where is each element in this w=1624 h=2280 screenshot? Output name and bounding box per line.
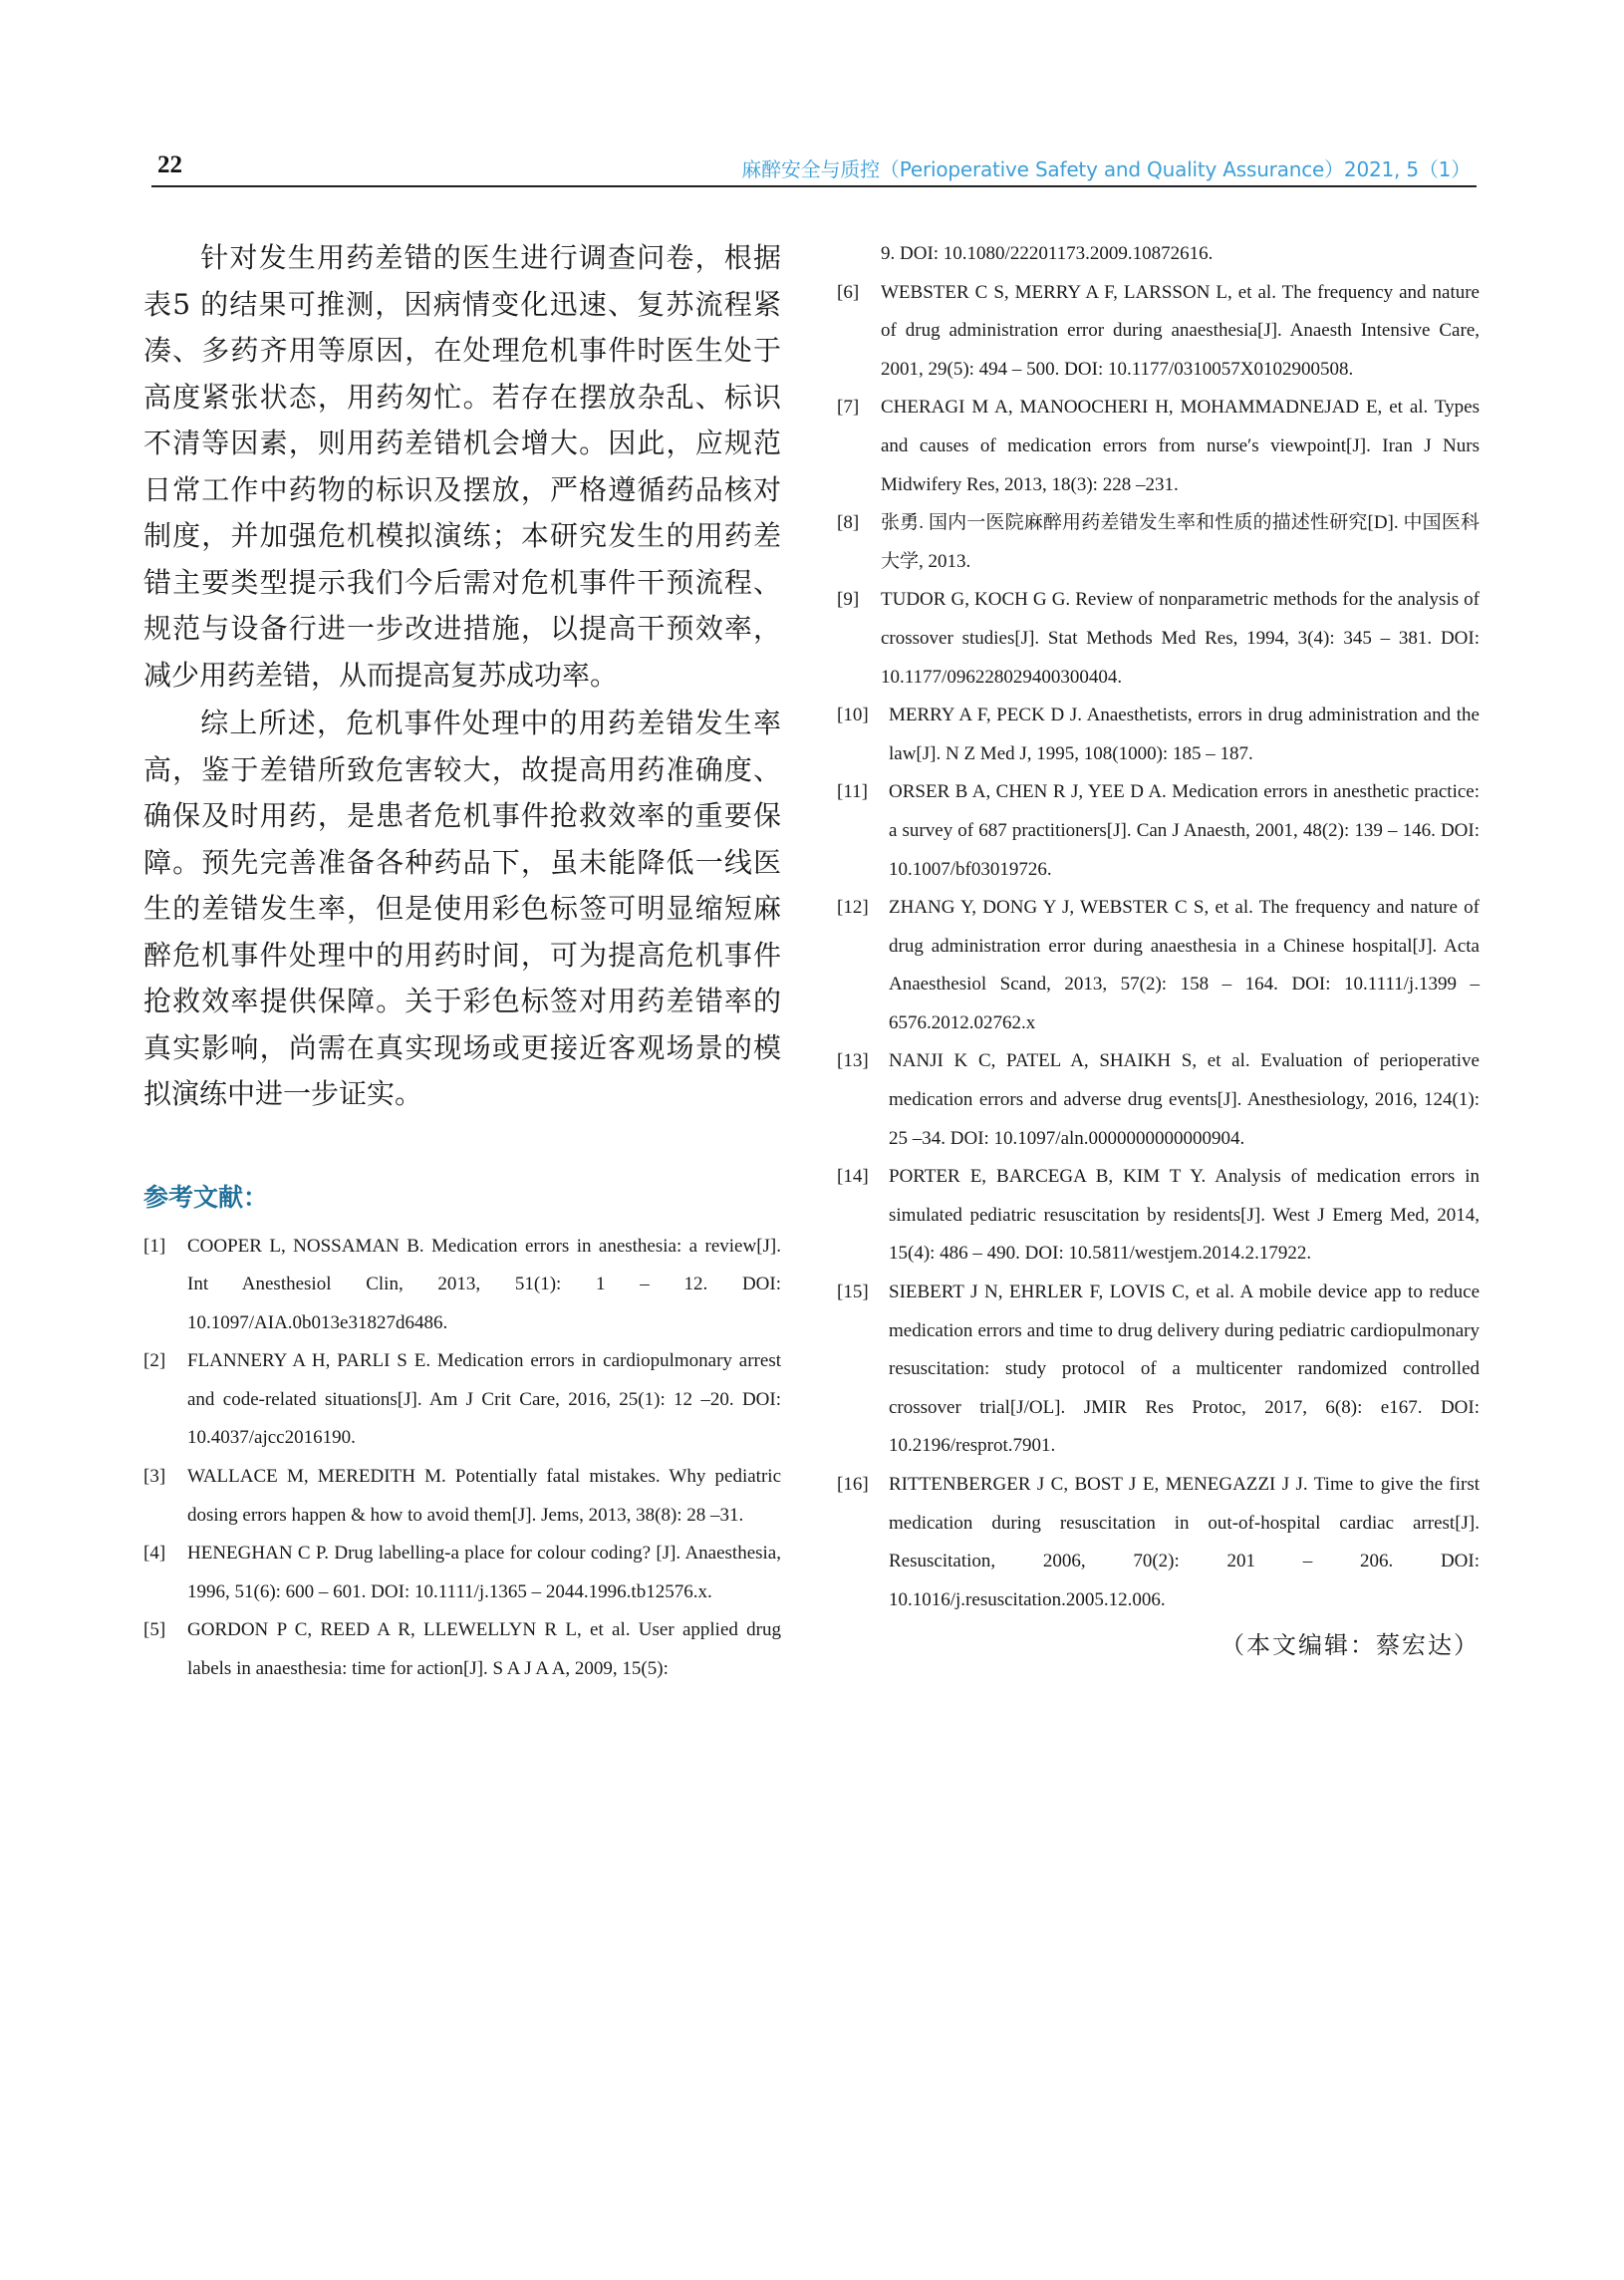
- reference-number: [1]: [143, 1235, 166, 1257]
- body-paragraph-text: 综上所述，危机事件处理中的用药差错发生率高，鉴于差错所致危害较大，故提高用药准确度、确保及时用药，是患者危机事件抢救效率的重要保障。预先完善准备各种药品下，虽未能降低一线医生的差错发生率，但是使用彩色标签可明显缩短麻醉危机事件处理中的用药时间，可为提高危机事件抢救效率提供保障。关于彩色标签对用药差错率的真实影响，尚需在真实现场或更接近客观场景的模拟演练中进一步证实。: [143, 707, 781, 1110]
- reference-number: [6]: [837, 281, 860, 303]
- reference-text: RITTENBERGER J C, BOST J E, MENEGAZZI J J. Time to give the first medication during resuscitation in out-of-hospital cardiac arrest[J]. Resuscitation, 2006, 70(2): 201 – 206. DOI: 10.1016/j.resuscitation.2005.12.006.: [889, 1474, 1480, 1610]
- reference-number: [2]: [143, 1350, 166, 1372]
- reference-item: [143, 1228, 781, 1343]
- reference-text: SIEBERT J N, EHRLER F, LOVIS C, et al. A mobile device app to reduce medication errors and time to drug delivery during pediatric cardiopulmonary resuscitation: study protocol of a multicenter randomized controlled crossover trial[J/OL]. JMIR Res Protoc, 2017, 6(8): e167. DOI: 10.2196/resprot.7901.: [889, 1282, 1480, 1457]
- reference-number: [14]: [837, 1166, 869, 1188]
- reference-item: [143, 1611, 781, 1688]
- reference-number: [15]: [837, 1282, 869, 1303]
- reference-text: GORDON P C, REED A R, LLEWELLYN R L, et al. User applied drug labels in anaesthesia: time for action[J]. S A J A A, 2009, 15(5):: [187, 1619, 781, 1680]
- reference-text: COOPER L, NOSSAMAN B. Medication errors in anesthesia: a review[J]. Int Anesthesiol Clin, 2013, 51(1): 1 – 12. DOI: 10.1097/AIA.0b013e31827d6486.: [187, 1235, 781, 1333]
- reference-continuation: 9. DOI: 10.1080/22201173.2009.10872616.: [881, 243, 1214, 264]
- reference-text: WALLACE M, MEREDITH M. Potentially fatal mistakes. Why pediatric dosing errors happen & how to avoid them[J]. Jems, 2013, 38(8): 28 –31.: [187, 1466, 781, 1526]
- reference-item: [837, 389, 1480, 504]
- reference-number: [12]: [837, 897, 869, 919]
- reference-text: ZHANG Y, DONG Y J, WEBSTER C S, et al. The frequency and nature of drug administration error during anaesthesia in a Chinese hospital[J]. Acta Anaesthesiol Scand, 2013, 57(2): 158 – 164. DOI: 10.1111/j.1399 –6576.2012.02762.x: [889, 897, 1480, 1033]
- left-column: [143, 235, 781, 1689]
- reference-number: [8]: [837, 512, 860, 534]
- reference-number: [5]: [143, 1619, 166, 1641]
- reference-text: HENEGHAN C P. Drug labelling-a place for colour coding? [J]. Anaesthesia, 1996, 51(6): 600 – 601. DOI: 10.1111/j.1365 – 2044.1996.tb12576.x.: [187, 1543, 781, 1602]
- reference-text: NANJI K C, PATEL A, SHAIKH S, et al. Evaluation of perioperative medication errors and adverse drug events[J]. Anesthesiology, 2016, 124(1): 25 –34. DOI: 10.1097/aln.0000000000000904.: [889, 1050, 1480, 1149]
- reference-number: [16]: [837, 1474, 869, 1495]
- reference-item: [837, 1274, 1480, 1466]
- reference-item: [837, 1042, 1480, 1158]
- reference-item: [143, 1458, 781, 1535]
- reference-text: ORSER B A, CHEN R J, YEE D A. Medication errors in anesthetic practice: a survey of 687 practitioners[J]. Can J Anaesth, 2001, 48(2): 139 – 146. DOI: 10.1007/bf03019726.: [889, 781, 1480, 880]
- body-paragraph-text: 针对发生用药差错的医生进行调查问卷，根据表5 的结果可推测，因病情变化迅速、复苏流程紧凑、多药齐用等原因，在处理危机事件时医生处于高度紧张状态，用药匆忙。若存在摆放杂乱、标识不清等因素，则用药差错机会增大。因此，应规范日常工作中药物的标识及摆放，严格遵循药品核对制度，并加强危机模拟演练；本研究发生的用药差错主要类型提示我们今后需对危机事件干预流程、规范与设备行进一步改进措施，以提高干预效率，减少用药差错，从而提高复苏成功率。: [143, 241, 781, 692]
- reference-text: WEBSTER C S, MERRY A F, LARSSON L, et al. The frequency and nature of drug administration error during anaesthesia[J]. Anaesth Intensive Care, 2001, 29(5): 494 – 500. DOI: 10.1177/0310057X0102900508.: [881, 281, 1480, 380]
- body-paragraph: [143, 701, 781, 1118]
- journal-running-title: 麻醉安全与质控（Perioperative Safety and Quality Assurance）2021, 5（1）: [741, 157, 1471, 181]
- page-number: 22: [157, 151, 182, 178]
- reference-text: TUDOR G, KOCH G G. Review of nonparametric methods for the analysis of crossover studies[J]. Stat Methods Med Res, 1994, 3(4): 345 – 381. DOI: 10.1177/096228029400300404.: [881, 589, 1480, 688]
- reference-number: [11]: [837, 781, 868, 803]
- reference-list-right: [837, 274, 1480, 1620]
- reference-item: [143, 1342, 781, 1458]
- reference-item: [837, 581, 1480, 697]
- page-header: [151, 147, 1477, 187]
- reference-item: [837, 504, 1480, 581]
- right-column: [837, 235, 1480, 1665]
- reference-item: [837, 773, 1480, 889]
- references-heading: 参考文献：: [143, 1182, 269, 1212]
- header-divider: [151, 185, 1477, 187]
- reference-item: [837, 889, 1480, 1042]
- reference-item: [837, 1158, 1480, 1274]
- reference-number: [13]: [837, 1050, 869, 1072]
- reference-number: [7]: [837, 397, 860, 419]
- body-paragraph: [143, 235, 781, 699]
- reference-number: [3]: [143, 1466, 166, 1488]
- reference-text: MERRY A F, PECK D J. Anaesthetists, errors in drug administration and the law[J]. N Z Med J, 1995, 108(1000): 185 – 187.: [889, 705, 1480, 764]
- reference-list-left: [143, 1228, 781, 1689]
- reference-number: [4]: [143, 1543, 166, 1565]
- reference-text: PORTER E, BARCEGA B, KIM T Y. Analysis of medication errors in simulated pediatric resuscitation by residents[J]. West J Emerg Med, 2014, 15(4): 486 – 490. DOI: 10.5811/westjem.2014.2.17922.: [889, 1166, 1480, 1265]
- reference-number: [10]: [837, 705, 869, 726]
- reference-item: [837, 697, 1480, 773]
- reference-text: CHERAGI M A, MANOOCHERI H, MOHAMMADNEJAD E, et al. Types and causes of medication errors from nurse′s viewpoint[J]. Iran J Nurs Midwifery Res, 2013, 18(3): 228 –231.: [881, 397, 1480, 495]
- editor-note: （本文编辑：蔡宏达）: [1220, 1631, 1480, 1660]
- reference-item: [837, 274, 1480, 390]
- reference-item: [837, 1466, 1480, 1619]
- reference-text: FLANNERY A H, PARLI S E. Medication errors in cardiopulmonary arrest and code-related situations[J]. Am J Crit Care, 2016, 25(1): 12 –20. DOI: 10.4037/ajcc2016190.: [187, 1350, 781, 1449]
- reference-number: [9]: [837, 589, 860, 611]
- reference-text: 张勇. 国内一医院麻醉用药差错发生率和性质的描述性研究[D]. 中国医科大学, 2013.: [881, 512, 1480, 572]
- reference-item: [143, 1535, 781, 1611]
